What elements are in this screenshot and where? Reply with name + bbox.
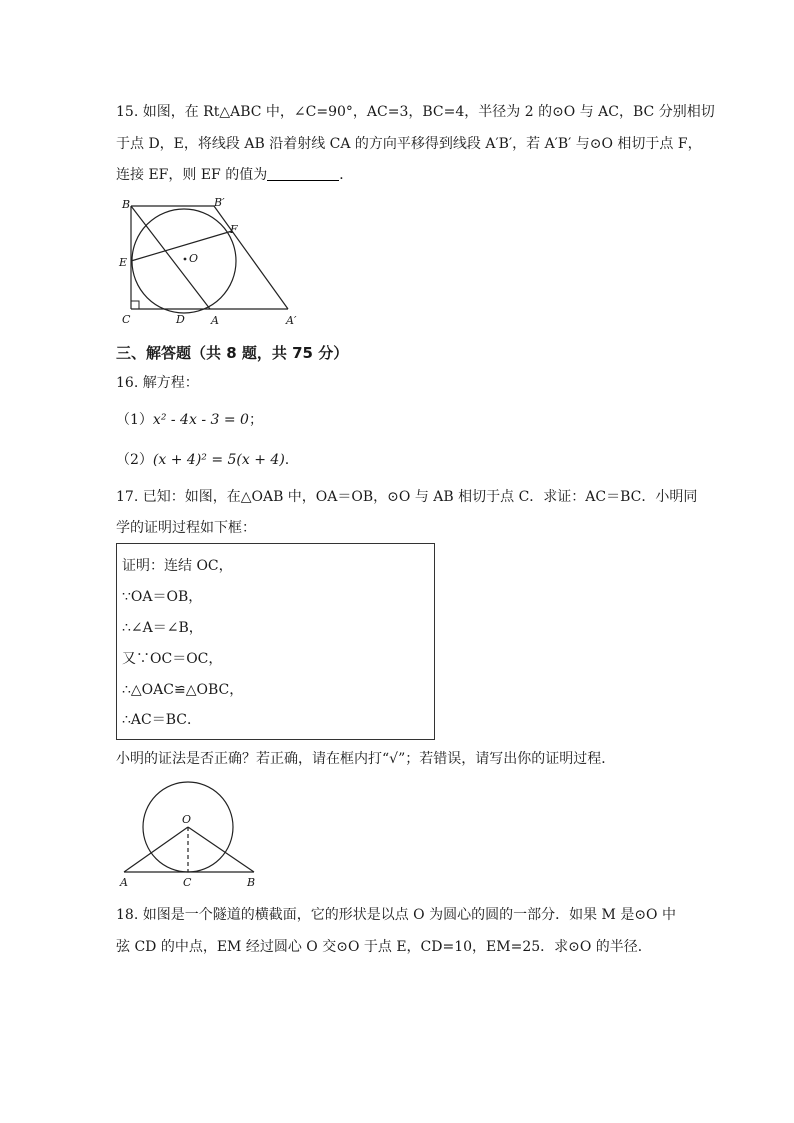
- proof-line-5: ∴△OAC≌△OBC，: [122, 682, 244, 698]
- q15-line-3: [116, 165, 353, 185]
- q16-part-2-label: （2）: [116, 452, 153, 468]
- proof-line-6: ∴AC＝BC．: [122, 712, 201, 728]
- q16-title: 16. 解方程：: [116, 375, 199, 391]
- label-a: A: [120, 876, 128, 889]
- q16-part-1-equation: x² - 4x - 3 = 0: [152, 412, 249, 428]
- q15-line-1: 15. 如图，在 Rt△ABC 中，∠C=90°，AC=3，BC=4，半径为 2 的⊙O 与 AC，BC 分别相切: [116, 104, 715, 120]
- q16-part-1: [116, 410, 263, 430]
- q17-line-2: 学的证明过程如下框：: [116, 520, 256, 536]
- section-title: 三、解答题（共 8 题，共 75 分）: [116, 344, 349, 362]
- label-a-prime: A′: [286, 314, 297, 327]
- q16-part-2-end: .: [284, 452, 290, 468]
- q15-line-3-text: 连接 EF，则 EF 的值为: [116, 167, 268, 183]
- segment-ob: [188, 827, 254, 872]
- label-c: C: [183, 876, 192, 889]
- q15-line-3-end: ．: [339, 167, 354, 183]
- label-b: B: [122, 198, 131, 211]
- answer-blank: [267, 166, 339, 181]
- label-o: O: [182, 813, 192, 826]
- q17-followup: 小明的证法是否正确？若正确，请在框内打“√”；若错误，请写出你的证明过程．: [116, 751, 616, 767]
- q17-figure: [112, 778, 272, 893]
- proof-line-1: 证明：连结 OC，: [122, 558, 233, 574]
- q16-part-2: [116, 450, 289, 470]
- label-e: E: [119, 256, 128, 269]
- q16-part-1-end: ；: [248, 412, 263, 428]
- label-o: O: [189, 252, 199, 265]
- q15-line-2: 于点 D，E，将线段 AB 沿着射线 CA 的方向平移得到线段 A′B′，若 A′B′ 与⊙O 相切于点 F，: [116, 136, 702, 152]
- label-c: C: [122, 313, 131, 326]
- proof-line-3: ∴∠A＝∠B，: [122, 620, 203, 636]
- q16-part-1-label: （1）: [116, 412, 153, 428]
- q18-line-2: 弦 CD 的中点，EM 经过圆心 O 交⊙O 于点 E，CD=10，EM=25．求⊙O 的半径．: [116, 939, 652, 955]
- proof-line-2: ∵OA＝OB，: [122, 589, 203, 605]
- segment-oa: [124, 827, 188, 872]
- right-angle-mark: [131, 301, 139, 309]
- q18-line-1: 18. 如图是一个隧道的横截面，它的形状是以点 O 为圆心的圆的一部分．如果 M 是⊙O 中: [116, 907, 676, 923]
- label-b-prime: B′: [214, 196, 225, 209]
- label-f: F: [230, 223, 238, 236]
- q17-line-1: 17. 已知：如图，在△OAB 中，OA＝OB，⊙O 与 AB 相切于点 C．求证：AC＝BC．小明同: [116, 489, 698, 505]
- circle-o: [132, 209, 236, 313]
- proof-line-4: 又∵OC＝OC，: [122, 651, 223, 667]
- q15-figure: [110, 192, 310, 332]
- q16-part-2-equation: (x + 4)² = 5(x + 4): [152, 452, 285, 468]
- label-d: D: [176, 313, 185, 326]
- label-b: B: [247, 876, 256, 889]
- center-dot: [184, 258, 187, 261]
- segment-ef: [131, 231, 232, 261]
- label-a: A: [211, 314, 219, 327]
- proof-box: [116, 543, 435, 740]
